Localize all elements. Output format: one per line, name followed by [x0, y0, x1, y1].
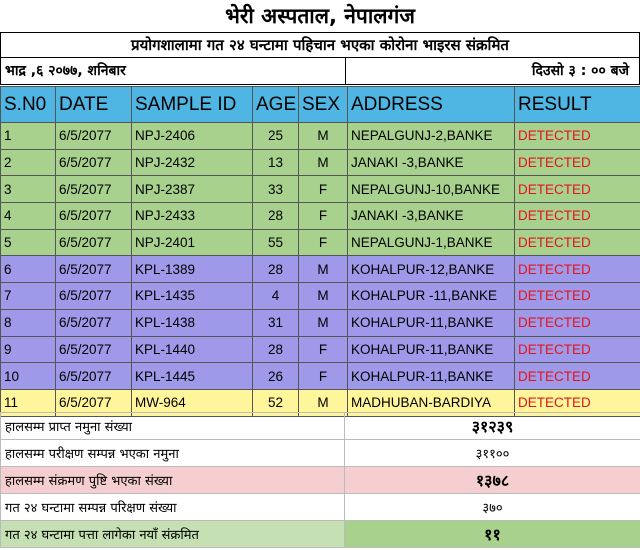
- cell-sex: M: [299, 389, 348, 416]
- cell-sample-id: NPJ-2432: [132, 149, 253, 176]
- cell-sn: 9: [1, 336, 56, 363]
- cell-date: 6/5/2077: [56, 336, 132, 363]
- cell-sn: 11: [1, 389, 56, 416]
- cell-age: 4: [253, 283, 299, 310]
- cell-sex: M: [299, 149, 348, 176]
- cell-result: DETECTED: [515, 203, 640, 230]
- cell-result: DETECTED: [515, 336, 640, 363]
- cell-sample-id: KPL-1435: [132, 283, 253, 310]
- table-row: [1, 283, 640, 310]
- table-row: [1, 176, 640, 203]
- table-row: [1, 309, 640, 336]
- cell-sn: 2: [1, 149, 56, 176]
- cell-sex: F: [299, 203, 348, 230]
- cell-result: DETECTED: [515, 176, 640, 203]
- cell-sn: 6: [1, 256, 56, 283]
- cell-result: DETECTED: [515, 256, 640, 283]
- cell-sample-id: MW-964: [132, 389, 253, 416]
- cell-address: JANAKI -3,BANKE: [348, 203, 515, 230]
- cell-date: 6/5/2077: [56, 203, 132, 230]
- cell-address: KOHALPUR-11,BANKE: [348, 309, 515, 336]
- cell-sample-id: NPJ-2406: [132, 123, 253, 150]
- cell-result: DETECTED: [515, 309, 640, 336]
- hospital-title: भेरी अस्पताल, नेपालगंज: [225, 4, 415, 28]
- table-row: [1, 203, 640, 230]
- cell-age: 52: [253, 389, 299, 416]
- cell-sn: 7: [1, 283, 56, 310]
- col-header-sex: SEX: [299, 87, 348, 123]
- cell-date: 6/5/2077: [56, 283, 132, 310]
- summary-label: गत २४ घन्टामा पत्ता लागेका नयाँ संक्रमित: [1, 521, 345, 548]
- cell-sex: M: [299, 123, 348, 150]
- cell-sex: M: [299, 309, 348, 336]
- report-date: भाद्र ,६ २०७७, शनिबार: [5, 63, 126, 79]
- cell-sample-id: KPL-1438: [132, 309, 253, 336]
- summary-value: ११: [345, 521, 640, 548]
- cell-sn: 10: [1, 363, 56, 390]
- date-line: [0, 57, 640, 85]
- summary-row: [1, 467, 640, 494]
- cell-age: 28: [253, 256, 299, 283]
- cell-address: KOHALPUR-12,BANKE: [348, 256, 515, 283]
- cell-sample-id: NPJ-2401: [132, 229, 253, 256]
- table-header-row: [1, 87, 640, 123]
- cell-date: 6/5/2077: [56, 123, 132, 150]
- cell-sn: 4: [1, 203, 56, 230]
- summary-label: गत २४ घन्टामा सम्पन्न परिक्षण संख्या: [1, 494, 345, 521]
- col-header-age: AGE: [253, 87, 299, 123]
- cell-address: NEPALGUNJ-1,BANKE: [348, 229, 515, 256]
- summary-table: [0, 412, 640, 548]
- cell-sample-id: NPJ-2387: [132, 176, 253, 203]
- table-row: [1, 363, 640, 390]
- cell-age: 13: [253, 149, 299, 176]
- cell-sample-id: KPL-1440: [132, 336, 253, 363]
- col-header-address: ADDRESS: [348, 87, 515, 123]
- cell-result: DETECTED: [515, 123, 640, 150]
- cell-sn: 3: [1, 176, 56, 203]
- cell-date: 6/5/2077: [56, 363, 132, 390]
- cell-address: KOHALPUR-11,BANKE: [348, 363, 515, 390]
- cell-sex: F: [299, 229, 348, 256]
- cell-address: NEPALGUNJ-10,BANKE: [348, 176, 515, 203]
- cell-sample-id: NPJ-2433: [132, 203, 253, 230]
- summary-row: [1, 440, 640, 467]
- summary-value: ३१२३९: [345, 413, 640, 440]
- cell-result: DETECTED: [515, 149, 640, 176]
- cell-sn: 8: [1, 309, 56, 336]
- cell-sex: M: [299, 283, 348, 310]
- cell-sn: 5: [1, 229, 56, 256]
- summary-label: हालसम्म प्राप्त नमुना संख्या: [1, 413, 345, 440]
- cell-date: 6/5/2077: [56, 229, 132, 256]
- cell-age: 28: [253, 203, 299, 230]
- cell-date: 6/5/2077: [56, 389, 132, 416]
- cell-age: 31: [253, 309, 299, 336]
- summary-value: १३७८: [345, 467, 640, 494]
- cell-date: 6/5/2077: [56, 176, 132, 203]
- table-row: [1, 256, 640, 283]
- cell-date: 6/5/2077: [56, 309, 132, 336]
- cell-sex: M: [299, 256, 348, 283]
- report-subtitle: प्रयोगशालामा गत २४ घन्टामा पहिचान भएका कोरोना भाइरस संक्रमित: [0, 32, 640, 58]
- cell-date: 6/5/2077: [56, 256, 132, 283]
- cell-address: KOHALPUR -11,BANKE: [348, 283, 515, 310]
- cell-sn: 1: [1, 123, 56, 150]
- col-header-sample-id: SAMPLE ID: [132, 87, 253, 123]
- cell-age: 55: [253, 229, 299, 256]
- cell-result: DETECTED: [515, 363, 640, 390]
- cases-table: [0, 86, 640, 417]
- cell-result: DETECTED: [515, 389, 640, 416]
- cell-age: 26: [253, 363, 299, 390]
- cell-age: 28: [253, 336, 299, 363]
- col-header-date: DATE: [56, 87, 132, 123]
- cell-sex: F: [299, 336, 348, 363]
- cell-date: 6/5/2077: [56, 149, 132, 176]
- cell-address: JANAKI -3,BANKE: [348, 149, 515, 176]
- cell-address: KOHALPUR-11,BANKE: [348, 336, 515, 363]
- report-time: दिउसो ३ : ०० बजे: [531, 63, 629, 79]
- table-row: [1, 336, 640, 363]
- summary-row: [1, 494, 640, 521]
- cell-age: 25: [253, 123, 299, 150]
- cell-sample-id: KPL-1445: [132, 363, 253, 390]
- summary-value: ३७०: [345, 494, 640, 521]
- cell-result: DETECTED: [515, 283, 640, 310]
- cell-result: DETECTED: [515, 229, 640, 256]
- summary-label: हालसम्म संक्रमण पुष्टि भएका संख्या: [1, 467, 345, 494]
- table-row: [1, 149, 640, 176]
- date-divider: [345, 58, 346, 84]
- cell-sex: F: [299, 176, 348, 203]
- summary-row: [1, 413, 640, 440]
- table-row: [1, 229, 640, 256]
- cell-age: 33: [253, 176, 299, 203]
- summary-row: [1, 521, 640, 548]
- summary-label: हालसम्म परीक्षण सम्पन्न भएका नमुना: [1, 440, 345, 467]
- col-header-sn: S.N0: [1, 87, 56, 123]
- col-header-result: RESULT: [515, 87, 640, 123]
- table-row: [1, 123, 640, 150]
- summary-value: ३११००: [345, 440, 640, 467]
- cell-address: NEPALGUNJ-2,BANKE: [348, 123, 515, 150]
- cell-sex: F: [299, 363, 348, 390]
- cell-address: MADHUBAN-BARDIYA: [348, 389, 515, 416]
- cell-sample-id: KPL-1389: [132, 256, 253, 283]
